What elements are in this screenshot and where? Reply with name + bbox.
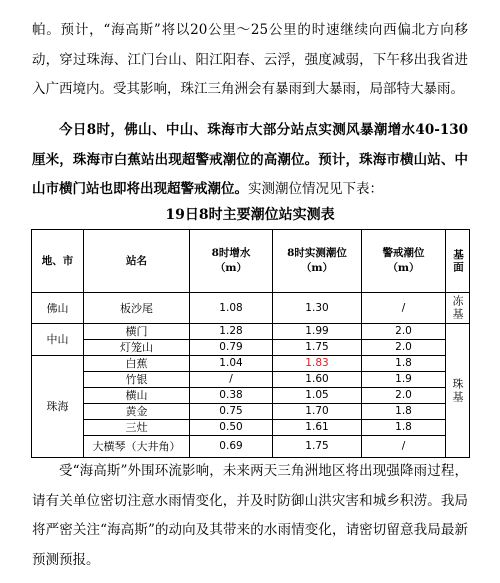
header-station: 站名 (84, 230, 190, 293)
header-base-label: 基面 (452, 248, 464, 274)
base-cell (446, 293, 470, 324)
station-cell: 横门 (84, 324, 190, 340)
surge-cell: 0.75 (190, 404, 273, 420)
warn-cell: 1.8 (362, 420, 446, 436)
surge-cell: 0.50 (190, 420, 273, 436)
station-cell: 竹银 (84, 372, 190, 388)
level-cell: 1.75 (273, 340, 362, 356)
table-row (32, 420, 470, 436)
level-cell-alert: 1.83 (273, 356, 362, 372)
region-cell: 佛山 (32, 293, 84, 324)
table-row (32, 340, 470, 356)
closing-paragraph: 受“海高斯”外围环流影响，未来两天三角洲地区将出现强降雨过程，请有关单位密切注意水雨情变化，并及时防御山洪灾害和城乡积涝。我局将严密关注“海高斯”的动向及其带来的水雨情变化，请密切留意我局最新预测预报。 (32, 463, 468, 568)
warn-cell: 2.0 (362, 340, 446, 356)
level-cell: 1.05 (273, 388, 362, 404)
table-row (32, 404, 470, 420)
surge-cell: 0.79 (190, 340, 273, 356)
warn-cell: 2.0 (362, 388, 446, 404)
table-row (32, 293, 470, 324)
region-cell: 中山 (32, 324, 84, 356)
header-region: 地、市 (32, 230, 84, 293)
region-cell: 珠海 (32, 356, 84, 458)
base-label: 珠基 (451, 377, 464, 404)
warn-cell: 1.9 (362, 372, 446, 388)
table-row (32, 388, 470, 404)
header-surge (190, 230, 273, 293)
surge-cell: 1.28 (190, 324, 273, 340)
warn-cell: 1.8 (362, 404, 446, 420)
station-cell: 板沙尾 (84, 293, 190, 324)
station-cell: 黄金 (84, 404, 190, 420)
header-warn-label: 警戒潮位 （m） (382, 247, 425, 274)
station-cell: 三灶 (84, 420, 190, 436)
intro-paragraph: 帕。预计，“海高斯”将以20公里～25公里的时速继续向西偏北方向移动，穿过珠海、江门台山、阳江阳春、云浮，强度减弱，下午移出我省进入广西境内。受其影响，珠江三角洲会有暴雨到大暴雨，局部特大暴雨。 (32, 22, 468, 97)
warn-cell: / (362, 436, 446, 458)
level-cell: 1.61 (273, 420, 362, 436)
header-level (273, 230, 362, 293)
surge-cell: 1.04 (190, 356, 273, 372)
warn-cell: / (362, 293, 446, 324)
surge-cell: 1.08 (190, 293, 273, 324)
station-cell: 大横琴（大井角） (84, 436, 190, 458)
table-row (32, 436, 470, 458)
header-level-label: 8时实测潮位 （m） (287, 247, 347, 274)
table-row (32, 372, 470, 388)
level-cell: 1.70 (273, 404, 362, 420)
header-surge-label: 8时增水 （m） (211, 247, 251, 274)
level-cell: 1.75 (273, 436, 362, 458)
tide-summary-tail: 实测潮位情况见下表： (248, 181, 383, 197)
surge-cell: 0.38 (190, 388, 273, 404)
header-warn (362, 230, 446, 293)
warn-cell: 1.8 (362, 356, 446, 372)
surge-cell: 0.69 (190, 436, 273, 458)
table-header-row (32, 230, 470, 293)
surge-cell: / (190, 372, 273, 388)
header-base (446, 230, 470, 293)
station-cell: 白蕉 (84, 356, 190, 372)
level-cell: 1.99 (273, 324, 362, 340)
table-row (32, 356, 470, 372)
station-cell: 灯笼山 (84, 340, 190, 356)
base-cell (446, 324, 470, 458)
base-label: 冻基 (451, 295, 464, 321)
tide-table (31, 229, 470, 458)
table-row (32, 324, 470, 340)
table-caption: 19日8时主要潮位站实测表 (165, 207, 335, 223)
station-cell: 横山 (84, 388, 190, 404)
tide-summary-paragraph (32, 116, 468, 205)
tide-summary-bold: 今日8时，佛山、中山、珠海市大部分站点实测风暴潮增水40-130厘米，珠海市白蕉站出现超警戒潮位的高潮位。预计，珠海市横山站、中山市横门站也即将出现超警戒潮位。 (32, 122, 468, 197)
level-cell: 1.30 (273, 293, 362, 324)
warn-cell: 2.0 (362, 324, 446, 340)
level-cell: 1.60 (273, 372, 362, 388)
